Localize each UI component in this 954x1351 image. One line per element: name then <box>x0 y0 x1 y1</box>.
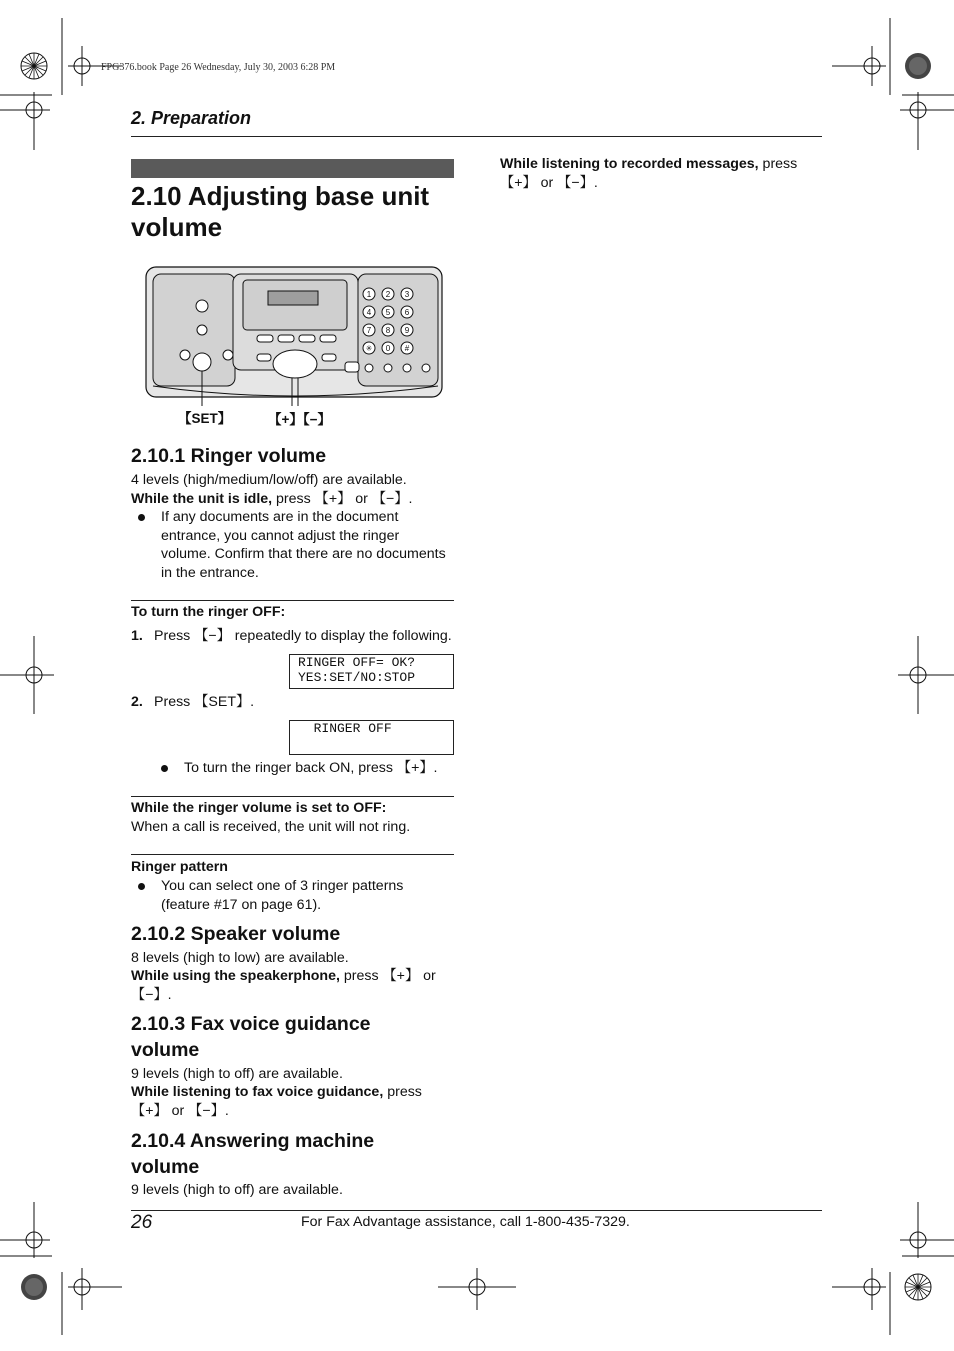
fax-voice-instruction: While listening to fax voice guidance, press <box>131 1084 422 1100</box>
step-2-text: Press 【SET】. <box>154 694 255 710</box>
keypad-key: 5 <box>385 308 391 317</box>
bullet-icon <box>161 765 168 772</box>
base-unit-illustration <box>145 266 445 406</box>
ringer-idle-instruction: While the unit is idle, press 【+】 or 【−】. <box>131 491 413 507</box>
bullet-icon <box>138 514 145 521</box>
step-1-text: Press 【−】 repeatedly to display the following. <box>154 628 452 644</box>
footer-rule <box>131 1210 822 1211</box>
keypad-key: 3 <box>404 290 410 299</box>
fax-voice-heading: 2.10.3 Fax voice guidance volume <box>131 1013 371 1061</box>
divider <box>131 854 454 855</box>
page-number: 26 <box>131 1212 153 1233</box>
speaker-volume-heading: 2.10.2 Speaker volume <box>131 923 341 945</box>
keypad-key: # <box>404 344 410 353</box>
speaker-instruction-cont: 【−】. <box>131 987 172 1003</box>
ringer-pattern-note: You can select one of 3 ringer patterns (feature #17 on page 61). <box>138 877 438 917</box>
while-off-text: When a call is received, the unit will not ring. <box>131 819 411 835</box>
recorded-messages-instruction-cont: 【+】 or 【−】. <box>500 175 598 191</box>
set-key-label: 【SET】 <box>178 411 232 426</box>
ringer-pattern-heading: Ringer pattern <box>131 859 228 875</box>
page-title: 2.10 Adjusting base unit volume <box>131 181 430 242</box>
keypad-key: 4 <box>366 308 372 317</box>
book-info-line: FPG376.book Page 26 Wednesday, July 30, 2003 6:28 PM <box>101 62 336 73</box>
answering-levels: 9 levels (high to off) are available. <box>131 1182 343 1198</box>
fax-voice-instruction-cont: 【+】 or 【−】. <box>131 1103 229 1119</box>
header-rule <box>131 136 822 137</box>
lcd-display-2: RINGER OFF <box>289 720 454 755</box>
section-header: 2. Preparation <box>131 108 252 128</box>
keypad-key: 6 <box>404 308 410 317</box>
plus-minus-key-label: 【+】【−】 <box>268 412 332 427</box>
ringer-volume-heading: 2.10.1 Ringer volume <box>131 445 327 467</box>
keypad-key: 0 <box>385 344 391 353</box>
recorded-messages-instruction: While listening to recorded messages, press <box>500 156 798 172</box>
ringer-on-note: To turn the ringer back ON, press 【+】. <box>161 759 451 779</box>
while-off-heading: While the ringer volume is set to OFF: <box>131 800 387 816</box>
ringer-off-heading: To turn the ringer OFF: <box>131 604 286 620</box>
title-bar <box>131 159 454 178</box>
bullet-icon <box>138 883 145 890</box>
keypad-key: 2 <box>385 290 391 299</box>
step-number: 1. <box>131 628 143 644</box>
speaker-levels: 8 levels (high to low) are available. <box>131 950 349 966</box>
divider <box>131 796 454 797</box>
keypad-key: 8 <box>385 326 391 335</box>
lcd-display-1: RINGER OFF= OK? YES:SET/NO:STOP <box>289 654 454 689</box>
keypad-key: ✳ <box>365 344 373 353</box>
step-number: 2. <box>131 694 143 710</box>
ringer-levels: 4 levels (high/medium/low/off) are available. <box>131 472 407 488</box>
speaker-instruction: While using the speakerphone, press 【+】 or <box>131 968 436 984</box>
answering-machine-heading: 2.10.4 Answering machine volume <box>131 1130 375 1178</box>
keypad-key: 9 <box>404 326 410 335</box>
divider <box>131 600 454 601</box>
keypad-key: 7 <box>366 326 372 335</box>
keypad-key: 1 <box>366 290 372 299</box>
ringer-note: If any documents are in the document entrance, you cannot adjust the ringer volume. Confirm that there are no documents in the entrance. <box>138 508 458 586</box>
assistance-line: For Fax Advantage assistance, call 1-800-435-7329. <box>301 1214 630 1230</box>
fax-voice-levels: 9 levels (high to off) are available. <box>131 1066 343 1082</box>
